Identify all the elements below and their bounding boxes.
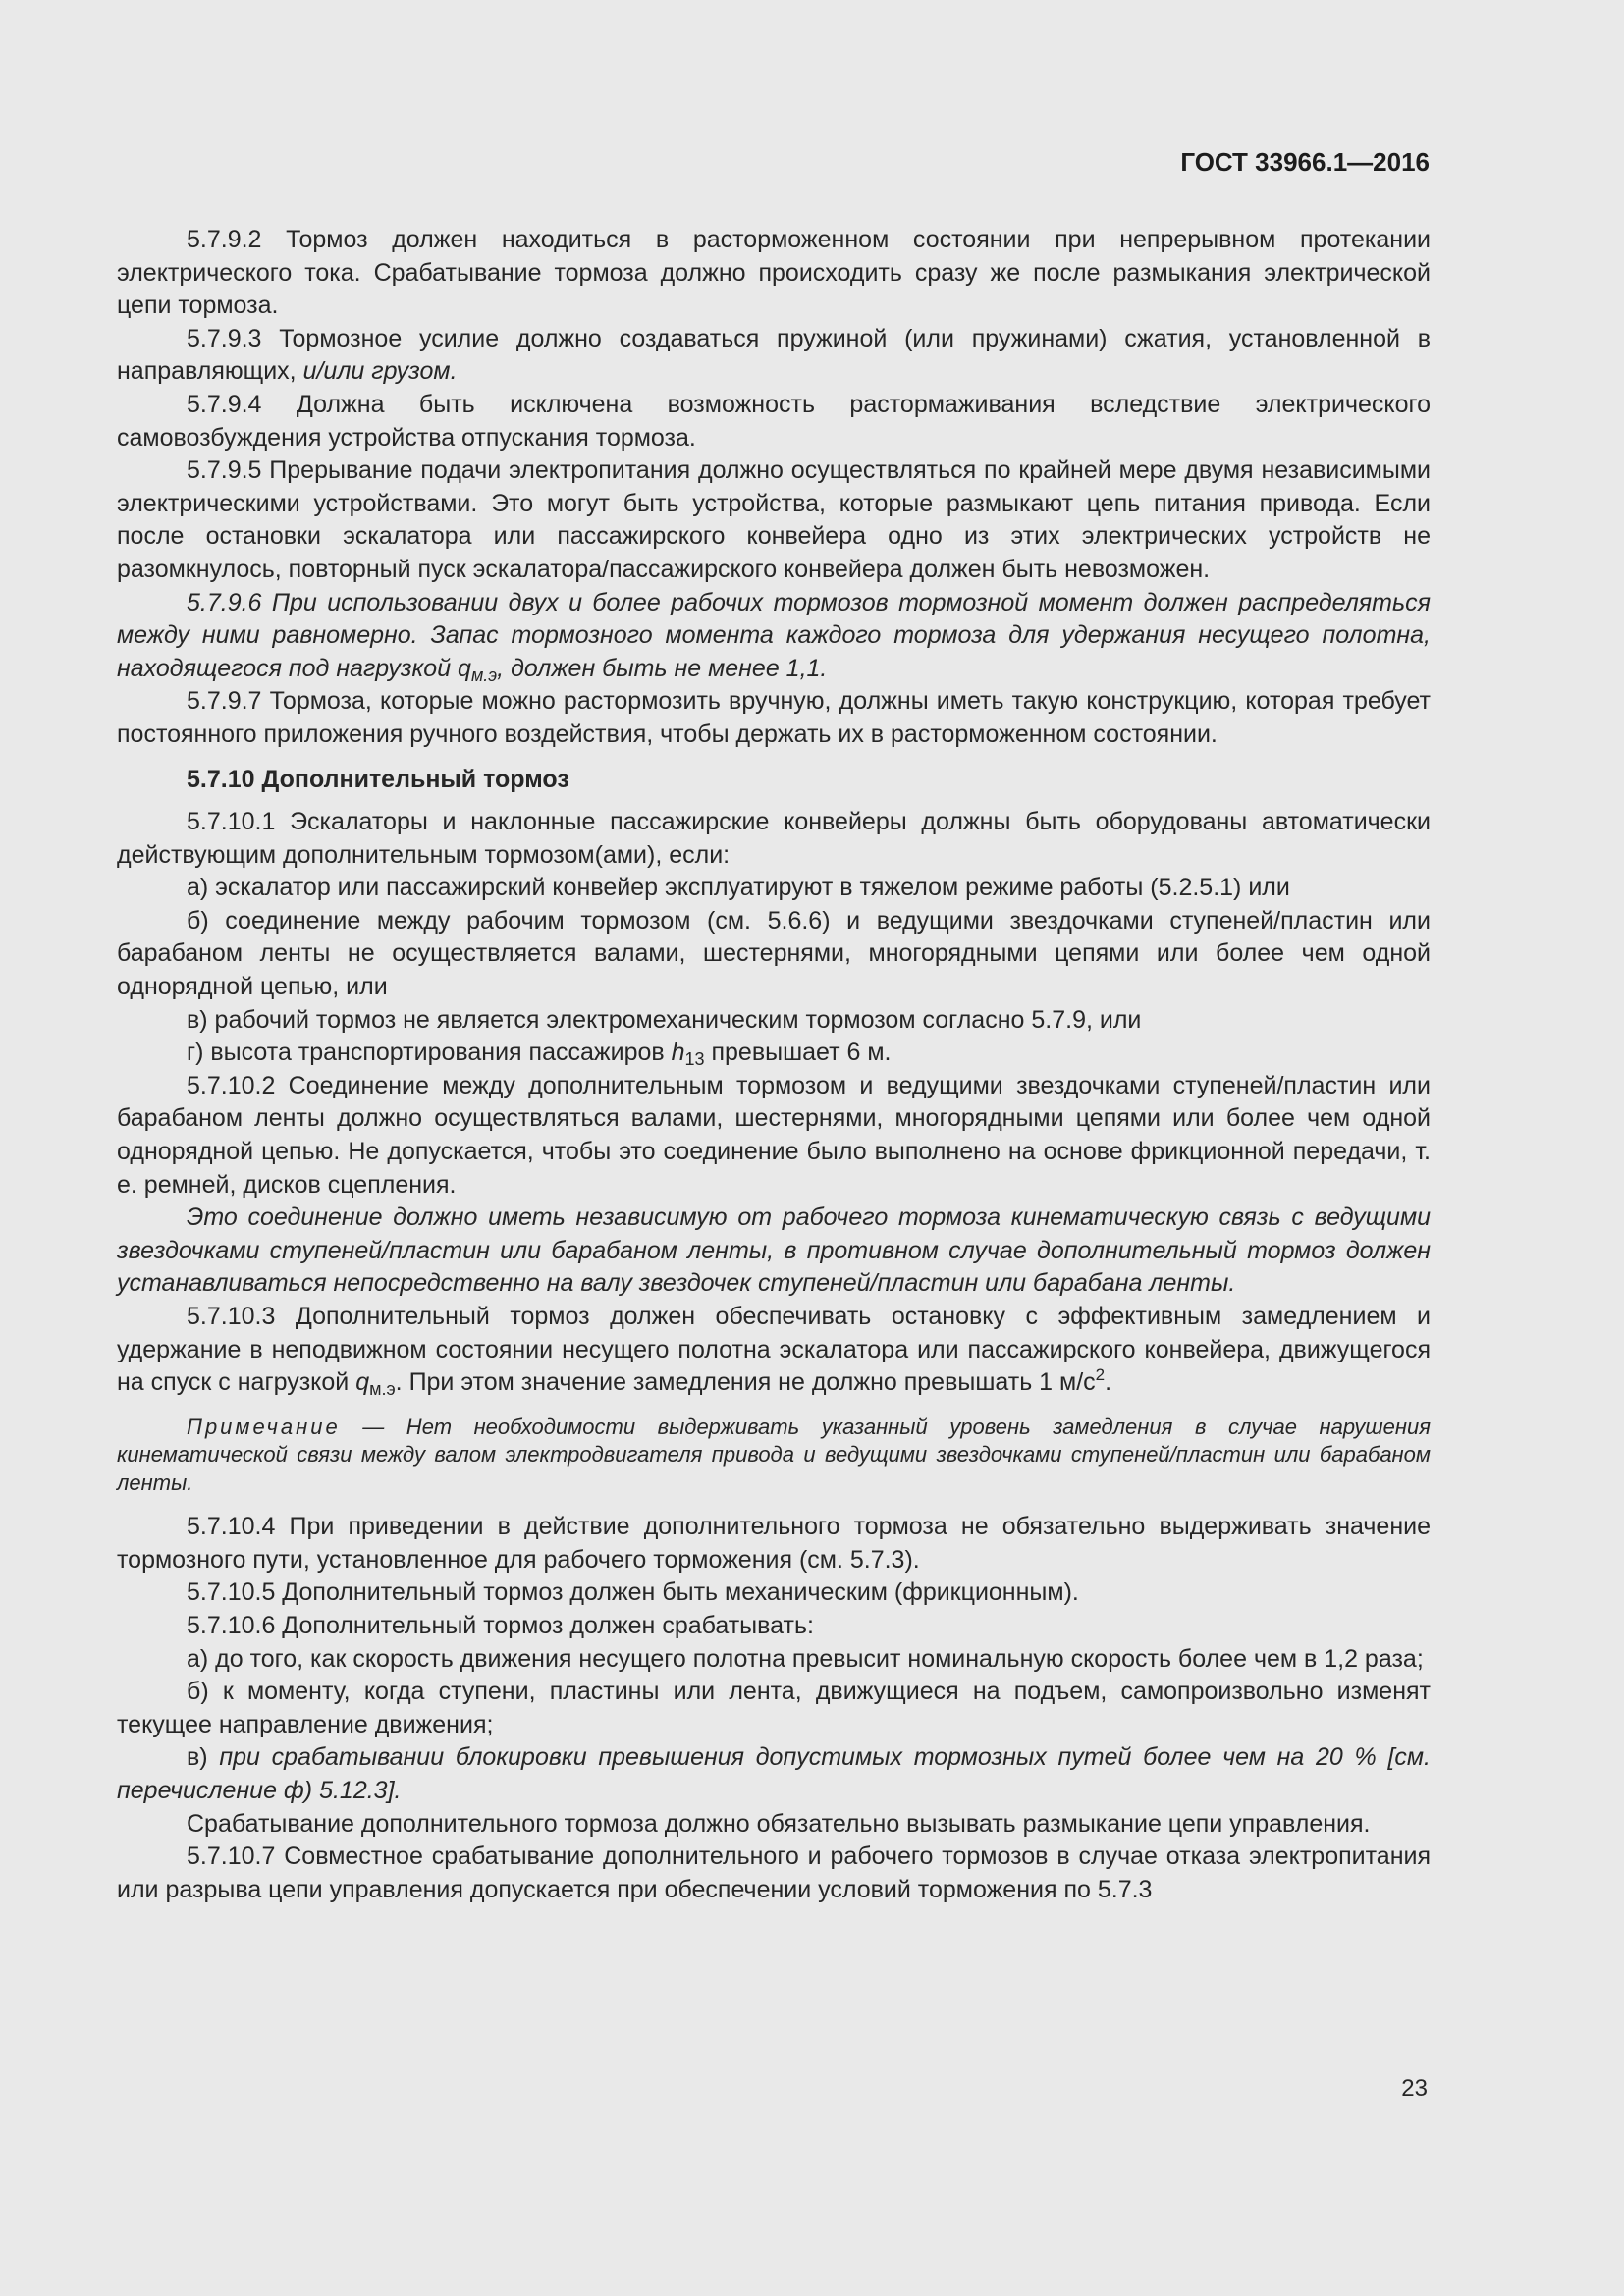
clause-5-7-10-2-italic: Это соединение должно иметь независимую от рабочего тормоза кинематическую связь с ведущими звездочками ступеней/пластин или барабаном ленты, в противном случае дополнительный тормоз должен устанавливаться непосредственно на валу звездочек ступеней/пластин или барабана ленты. — [117, 1203, 1431, 1298]
clause-5-7-10-4: 5.7.10.4 При приведении в действие дополнительного тормоза не обязательно выдерживать значение тормозного пути, установленное для рабочего торможения (см. 5.7.3). — [117, 1513, 1431, 1574]
clause-text: . — [1105, 1368, 1112, 1397]
variable: h — [671, 1039, 685, 1067]
note — [117, 1414, 1431, 1498]
list-item-a: а) эскалатор или пассажирский конвейер эксплуатируют в тяжелом режиме работы (5.2.5.1) или — [187, 874, 1290, 902]
list-item-v: в) рабочий тормоз не является электромеханическим тормозом согласно 5.7.9, или — [187, 1005, 1142, 1034]
clause-5-7-10-6: 5.7.10.6 Дополнительный тормоз должен срабатывать: — [187, 1612, 814, 1640]
clause-5-7-9-4: 5.7.9.4 Должна быть исключена возможность растормаживания вследствие электрического самовозбуждения устройства отпускания тормоза. — [117, 390, 1431, 452]
clause-text: 5.7.9.3 Тормозное усилие должно создаваться пружиной (или пружинами) сжатия, установленной в направляющих, — [117, 324, 1431, 386]
clause-5-7-10-7: 5.7.10.7 Совместное срабатывание дополнительного и рабочего тормозов в случае отказа электропитания или разрыва цепи управления допускается при обеспечении условий торможения по 5.7.3 — [117, 1842, 1431, 1903]
document-code: ГОСТ 33966.1—2016 — [1180, 147, 1430, 177]
clause-text: 5.7.9.6 При использовании двух и более рабочих тормозов тормозной момент должен распределяться между ними равномерно. Запас тормозного момента каждого тормоза для удержания несущего полотна, находящегося под нагрузкой q — [117, 588, 1431, 682]
list-text-italic: при срабатывании блокировки превышения допустимых тормозных путей более чем на 20 % [см. перечисление ф) 5.12.3]. — [117, 1743, 1432, 1805]
clause-5-7-10-5: 5.7.10.5 Дополнительный тормоз должен быть механическим (фрикционным). — [187, 1578, 1079, 1607]
clause-5-7-10-3 — [117, 1301, 1431, 1400]
list-item-a: а) до того, как скорость движения несущего полотна превысит номинальную скорость более чем в 1,2 раза; — [187, 1644, 1424, 1673]
list-item-g — [117, 1037, 1431, 1070]
note-text: — Нет необходимости выдерживать указанный уровень замедления в случае нарушения кинематической связи между валом электродвигателя привода и ведущими звездочками ступеней/пластин или барабаном ленты. — [117, 1414, 1431, 1495]
list-item-b: б) к моменту, когда ступени, пластины или лента, движущиеся на подъем, самопроизвольно изменят текущее направление движения; — [117, 1678, 1431, 1738]
subscript: 13 — [684, 1049, 705, 1070]
variable: q — [355, 1368, 370, 1397]
clause-5-7-9-6 — [117, 587, 1431, 686]
clause-text: 5.7.10.3 Дополнительный тормоз должен обеспечивать остановку с эффективным замедлением и удержание в неподвижном состоянии несущего полотна эскалатора или пассажирского конвейера, движущегося на спуск с нагрузкой — [117, 1303, 1431, 1397]
clause-5-7-9-3 — [117, 323, 1431, 389]
list-item-v — [117, 1741, 1431, 1807]
note-label: Примечание — [187, 1414, 341, 1439]
clause-text-italic: и/или грузом. — [302, 357, 458, 386]
paragraph-activation: Срабатывание дополнительного тормоза должно обязательно вызывать размыкание цепи управления. — [187, 1809, 1371, 1838]
clause-text: , должен быть не менее 1,1. — [497, 654, 828, 682]
clause-text: . При этом значение замедления не должно превышать 1 м/с — [395, 1368, 1096, 1397]
subscript: м.э — [470, 665, 498, 685]
subscript: м.э — [369, 1379, 396, 1400]
list-item-b: б) соединение между рабочим тормозом (см. 5.6.6) и ведущими звездочками ступеней/пластин или барабаном ленты не осуществляется валами, шестернями, многорядными цепями или более чем одной однорядной цепью, или — [117, 906, 1431, 1001]
page-content — [117, 224, 1431, 1906]
section-heading-5-7-10: 5.7.10 Дополнительный тормоз — [187, 765, 569, 793]
list-text: превышает 6 м. — [704, 1039, 892, 1067]
clause-5-7-9-7: 5.7.9.7 Тормоза, которые можно растормозить вручную, должны иметь такую конструкцию, которая требует постоянного приложения ручного воздействия, чтобы держать их в расторможенном состоянии. — [117, 687, 1431, 748]
clause-5-7-9-5: 5.7.9.5 Прерывание подачи электропитания должно осуществляться по крайней мере двумя независимыми электрическими устройствами. Это могут быть устройства, которые размыкают цепь питания привода. Если после остановки эскалатора или пассажирского конвейера одно из этих электрических устройств не разомкнулось, повторный пуск эскалатора/пассажирского конвейера должен быть невозможен. — [117, 456, 1431, 583]
list-text: г) высота транспортирования пассажиров — [187, 1039, 672, 1067]
clause-5-7-10-1: 5.7.10.1 Эскалаторы и наклонные пассажирские конвейеры должны быть оборудованы автоматически действующим дополнительным тормозом(ами), если: — [117, 808, 1431, 869]
superscript: 2 — [1095, 1365, 1106, 1385]
page-number: 23 — [1401, 2075, 1428, 2102]
clause-5-7-10-2: 5.7.10.2 Соединение между дополнительным тормозом и ведущими звездочками ступеней/пластин или барабаном ленты должно осуществляться валами, шестернями, многорядными цепями или более чем одной однорядной цепью. Не допускается, чтобы это соединение было выполнено на основе фрикционной передачи, т. е. ремней, дисков сцепления. — [117, 1071, 1431, 1199]
list-text: в) — [187, 1743, 220, 1772]
clause-5-7-9-2: 5.7.9.2 Тормоз должен находиться в расторможенном состоянии при непрерывном протекании электрического тока. Срабатывание тормоза должно происходить сразу же после размыкания электрической цепи тормоза. — [117, 226, 1431, 320]
